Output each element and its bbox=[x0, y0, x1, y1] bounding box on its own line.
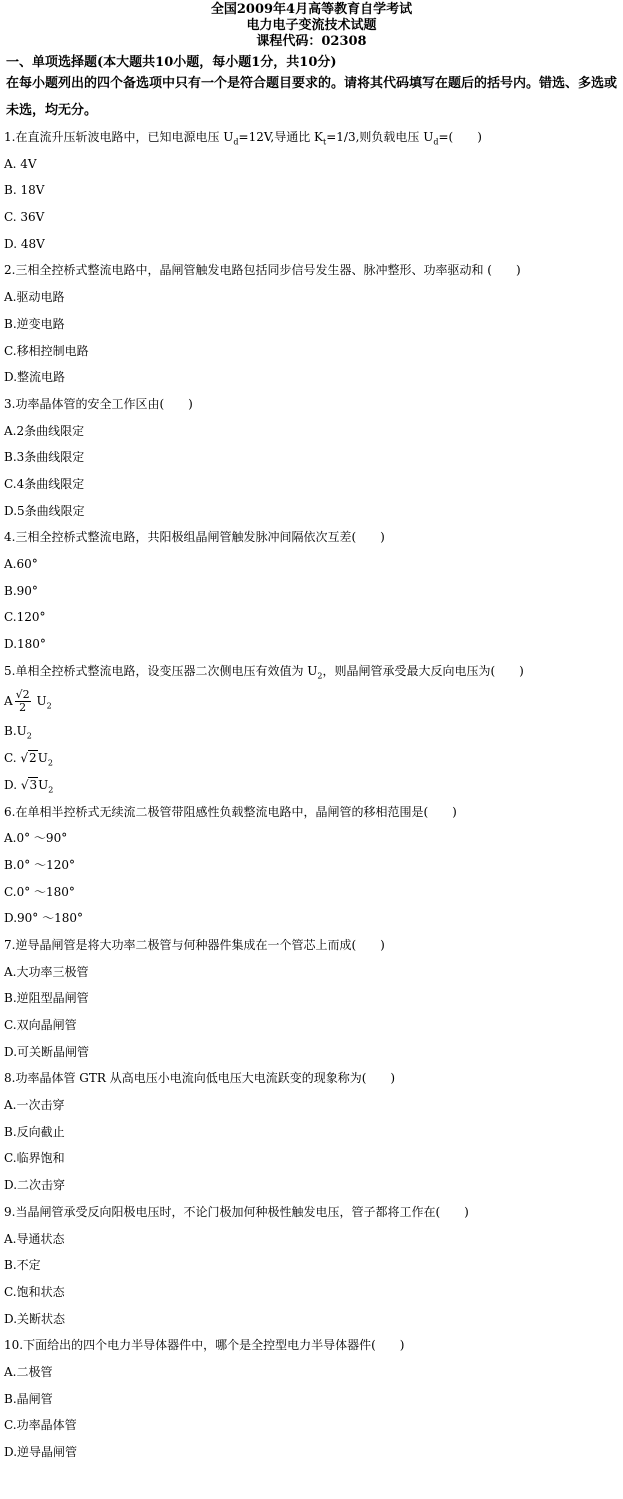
question-2-stem: 2.三相全控桥式整流电路中，晶闸管触发电路包括同步信号发生器、脉冲整形、功率驱动和 ( ) bbox=[4, 263, 521, 278]
question-1-option-b: B. 18V bbox=[4, 183, 45, 198]
sqrt-symbol: √ bbox=[20, 777, 29, 792]
section-instruction: 在每小题列出的四个备选项中只有一个是符合题目要求的。请将其代码填写在题后的括号内。错选、多选或未选，均无分。 bbox=[6, 76, 618, 118]
question-9-stem: 9.当晶闸管承受反向阳极电压时，不论门极加何种极性触发电压，管子都将工作在( ) bbox=[4, 1204, 469, 1219]
exam-subtitle: 电力电子变流技术试题 bbox=[246, 18, 377, 33]
question-10-option-c: C.功率晶体管 bbox=[4, 1418, 77, 1433]
question-7-stem: 7.逆导晶闸管是将大功率二极管与何种器件集成在一个管芯上而成( ) bbox=[4, 937, 385, 952]
question-3-option-a: A.2条曲线限定 bbox=[4, 423, 85, 438]
question-9-option-b: B.不定 bbox=[4, 1258, 41, 1273]
question-1-option-d: D. 48V bbox=[4, 236, 45, 251]
question-9-option-d: D.关断状态 bbox=[4, 1311, 66, 1326]
question-5-option-d: D. $√3U_2$ bbox=[4, 777, 54, 795]
question-8-stem: 8.功率晶体管 GTR 从高电压小电流向低电压大电流跃变的现象称为( ) bbox=[4, 1071, 396, 1086]
exam-title: 全国2009年4月高等教育自学考试 bbox=[210, 2, 413, 17]
question-10-stem: 10.下面给出的四个电力半导体器件中，哪个是全控型电力半导体器件( ) bbox=[4, 1338, 405, 1353]
question-7-option-c: C.双向晶闸管 bbox=[4, 1018, 77, 1032]
question-2-option-b: B.逆变电路 bbox=[4, 316, 65, 331]
question-4-option-a: A.60° bbox=[4, 557, 38, 571]
question-10-option-d: D.逆导晶闸管 bbox=[4, 1445, 78, 1459]
question-1-option-a: A. 4V bbox=[4, 156, 37, 171]
question-6-option-a: A.0° ～90° bbox=[4, 831, 68, 846]
question-1-stem: 1.在直流升压斩波电路中，已知电源电压 $U_d=12V$,导通比 $K_t=1/3$,则负载电压 $U_d=$( ) bbox=[4, 130, 482, 147]
question-3-option-d: D.5条曲线限定 bbox=[4, 503, 85, 518]
question-1-option-c: C. 36V bbox=[4, 210, 45, 225]
course-code: 课程代码：02308 bbox=[256, 34, 367, 49]
question-2-option-c: C.移相控制电路 bbox=[4, 343, 89, 358]
question-10-option-b: B.晶闸管 bbox=[4, 1391, 53, 1406]
question-6-stem: 6.在单相半控桥式无续流二极管带阻感性负载整流电路中，晶闸管的移相范围是( ) bbox=[4, 804, 457, 819]
question-8-option-c: C.临界饱和 bbox=[4, 1151, 65, 1166]
sqrt-symbol: √ bbox=[20, 751, 29, 766]
question-7-option-d: D.可关断晶闸管 bbox=[4, 1044, 90, 1059]
question-2-option-a: A.驱动电路 bbox=[4, 290, 65, 305]
exam-header bbox=[0, 0, 623, 50]
question-10-option-a: A.二极管 bbox=[4, 1364, 53, 1379]
question-8-option-a: A.一次击穿 bbox=[4, 1098, 65, 1113]
question-4-option-b: B.90° bbox=[4, 583, 38, 598]
section-heading: 一、单项选择题(本大题共10小题，每小题1分，共10分) bbox=[6, 55, 337, 70]
question-7-option-b: B.逆阻型晶闸管 bbox=[4, 991, 89, 1006]
fraction: $\frac{√2}{2}$ bbox=[15, 688, 30, 715]
question-6-option-c: C.0° ～180° bbox=[4, 884, 75, 899]
question-8-option-d: D.二次击穿 bbox=[4, 1178, 66, 1193]
question-5-option-b: $B.U_2$ bbox=[4, 724, 32, 741]
question-3-option-b: B.3条曲线限定 bbox=[4, 450, 85, 465]
question-2-option-d: D.整流电路 bbox=[4, 370, 66, 385]
question-8-option-b: B.反向截止 bbox=[4, 1124, 65, 1139]
question-6-option-b: B.0° ～120° bbox=[4, 857, 75, 872]
question-5-option-c: C. $√2U_2$ bbox=[4, 751, 53, 768]
question-3-option-c: C.4条曲线限定 bbox=[4, 476, 85, 491]
question-5-option-a: A $\frac{√2}{2}$ $U_2$ bbox=[4, 688, 52, 715]
question-6-option-d: D.90° ～180° bbox=[4, 911, 83, 926]
question-7-option-a: A.大功率三极管 bbox=[4, 964, 89, 979]
question-4-stem: 4.三相全控桥式整流电路，共阳极组晶闸管触发脉冲间隔依次互差( ) bbox=[4, 530, 385, 545]
question-9-option-c: C.饱和状态 bbox=[4, 1284, 65, 1299]
question-3-stem: 3.功率晶体管的安全工作区由( ) bbox=[4, 396, 193, 411]
question-5-stem: 5.单相全控桥式整流电路，设变压器二次侧电压有效值为 $U_2$，则晶闸管承受最大反向电压为( ) bbox=[4, 663, 524, 681]
question-4-option-c: C.120° bbox=[4, 610, 46, 625]
question-4-option-d: D.180° bbox=[4, 637, 46, 652]
question-9-option-a: A.导通状态 bbox=[4, 1231, 65, 1246]
